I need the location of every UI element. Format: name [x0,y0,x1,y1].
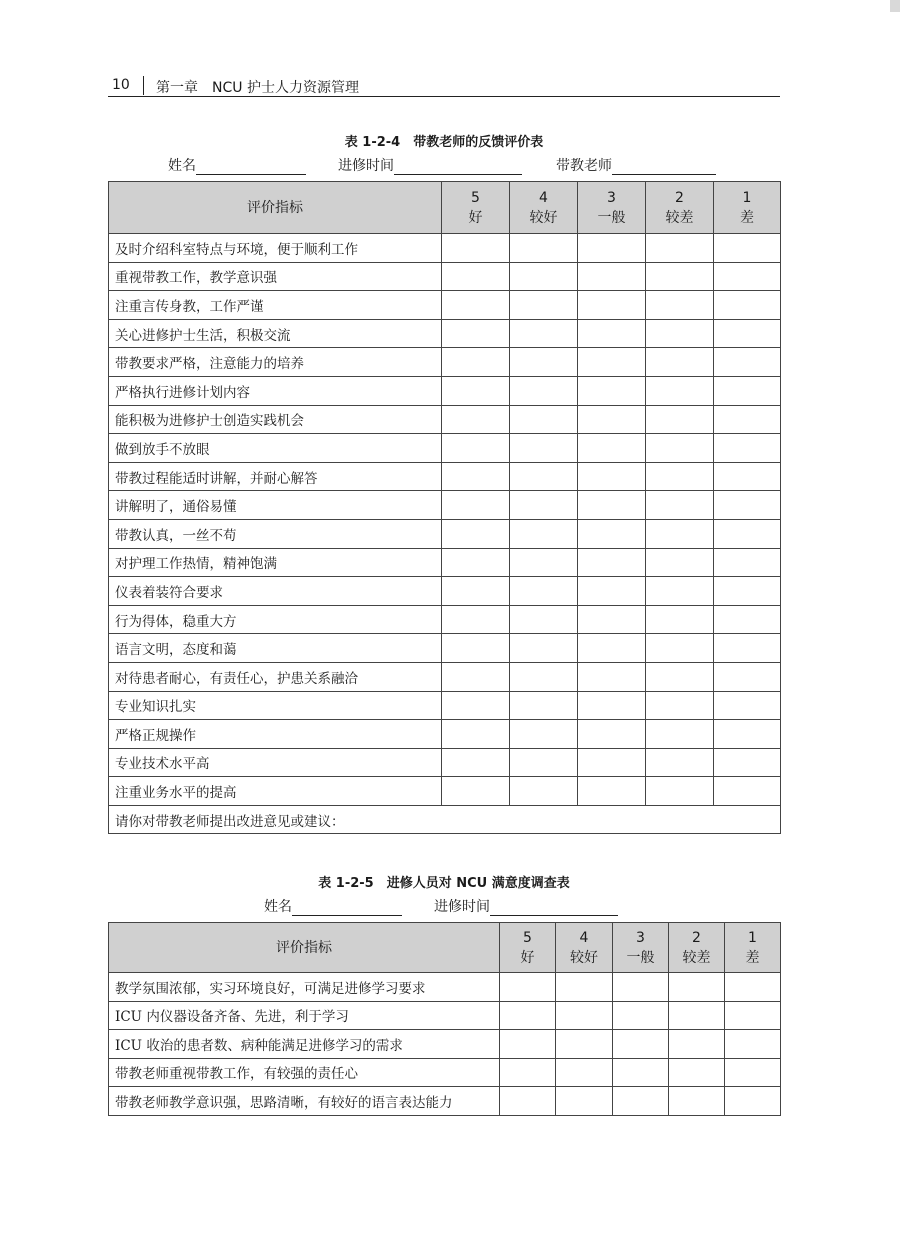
rating-cell[interactable] [714,348,781,377]
rating-cell[interactable] [669,1001,725,1030]
criterion-label: 教学氛围浓郁，实习环境良好，可满足进修学习要求 [109,973,500,1002]
rating-cell[interactable] [714,777,781,806]
table-row [109,548,781,577]
rating-cell[interactable] [510,319,578,348]
rating-cell[interactable] [714,491,781,520]
rating-cell[interactable] [646,634,714,663]
time-blank [394,159,522,175]
rating-cell[interactable] [442,519,510,548]
rating-cell[interactable] [442,434,510,463]
rating-cell[interactable] [442,605,510,634]
criterion-label: 语言文明，态度和蔼 [109,634,442,663]
rating-cell[interactable] [578,748,646,777]
rating-cell[interactable] [714,748,781,777]
criterion-label: 行为得体，稳重大方 [109,605,442,634]
rating-cell[interactable] [669,1058,725,1087]
time-blank [490,900,618,916]
rating-cell[interactable] [714,376,781,405]
rating-cell[interactable] [714,462,781,491]
criterion-label: 带教认真，一丝不苟 [109,519,442,548]
rating-cell[interactable] [646,491,714,520]
rating-cell[interactable] [510,720,578,749]
rating-cell[interactable] [578,348,646,377]
rating-cell[interactable] [510,262,578,291]
name-blank [292,900,402,916]
table-row [109,234,781,263]
rating-cell[interactable] [714,434,781,463]
scale-header: 2 较差 [646,182,714,234]
rating-cell[interactable] [646,462,714,491]
table1-caption: 表 1-2-4 带教老师的反馈评价表 [344,135,544,150]
scale-header: 5 好 [442,182,510,234]
rating-cell[interactable] [510,748,578,777]
table2-header-row [109,923,781,973]
rating-cell[interactable] [714,634,781,663]
rating-cell[interactable] [646,777,714,806]
criterion-label: 对护理工作热情，精神饱满 [109,548,442,577]
rating-cell[interactable] [442,634,510,663]
table-row [109,262,781,291]
rating-cell[interactable] [578,376,646,405]
table-row [109,519,781,548]
rating-cell[interactable] [510,405,578,434]
rating-cell[interactable] [510,491,578,520]
table-row [109,973,781,1002]
rating-cell[interactable] [442,491,510,520]
table-row [109,1001,781,1030]
rating-cell[interactable] [578,577,646,606]
rating-cell[interactable] [510,234,578,263]
rating-cell[interactable] [510,519,578,548]
criterion-label: 带教老师教学意识强，思路清晰，有较好的语言表达能力 [109,1087,500,1116]
table-row [109,405,781,434]
rating-cell[interactable] [669,973,725,1002]
table-row [109,720,781,749]
rating-cell[interactable] [725,1001,781,1030]
criterion-label: 仪表着装符合要求 [109,577,442,606]
criterion-label: 专业知识扎实 [109,691,442,720]
rating-cell[interactable] [725,973,781,1002]
suggestion-prompt[interactable]: 请你对带教老师提出改进意见或建议： [109,805,781,834]
rating-cell[interactable] [578,777,646,806]
criterion-label: 专业技术水平高 [109,748,442,777]
page-number: 10 [112,77,130,93]
rating-cell[interactable] [578,548,646,577]
criterion-label: 关心进修护士生活，积极交流 [109,319,442,348]
criterion-label: 讲解明了，通俗易懂 [109,491,442,520]
scale-header: 2 较差 [669,923,725,973]
rating-cell[interactable] [613,1058,669,1087]
table-row [109,1087,781,1116]
rating-cell[interactable] [500,1058,556,1087]
scale-header: 3 一般 [613,923,669,973]
name-label: 姓名 [168,158,196,174]
table-row [109,462,781,491]
rating-cell[interactable] [578,720,646,749]
rating-cell[interactable] [646,348,714,377]
rating-cell[interactable] [646,319,714,348]
corner-mark [890,0,900,12]
rating-cell[interactable] [442,548,510,577]
rating-cell[interactable] [714,605,781,634]
name-blank [196,159,306,175]
rating-cell[interactable] [646,548,714,577]
rating-cell[interactable] [510,348,578,377]
rating-cell[interactable] [442,748,510,777]
rating-cell[interactable] [510,691,578,720]
rating-cell[interactable] [510,548,578,577]
rating-cell[interactable] [646,405,714,434]
criterion-label: 严格执行进修计划内容 [109,376,442,405]
rating-cell[interactable] [442,720,510,749]
rating-cell[interactable] [613,973,669,1002]
rating-cell[interactable] [578,605,646,634]
rating-cell[interactable] [646,434,714,463]
rating-cell[interactable] [646,519,714,548]
rating-cell[interactable] [442,262,510,291]
rating-cell[interactable] [714,577,781,606]
rating-cell[interactable] [442,777,510,806]
rating-cell[interactable] [510,605,578,634]
scale-header: 4 较好 [556,923,613,973]
rating-cell[interactable] [669,1087,725,1116]
rating-cell[interactable] [714,548,781,577]
header-divider [143,76,144,95]
rating-cell[interactable] [714,720,781,749]
rating-cell[interactable] [442,319,510,348]
rating-cell[interactable] [442,691,510,720]
rating-cell[interactable] [646,577,714,606]
rating-cell[interactable] [510,291,578,320]
chapter-title: 第一章 NCU 护士人力资源管理 [156,80,359,96]
rating-cell[interactable] [578,691,646,720]
rating-cell[interactable] [578,234,646,263]
scale-header: 5 好 [500,923,556,973]
table-row [109,748,781,777]
rating-cell[interactable] [442,405,510,434]
criteria-header: 评价指标 [109,182,442,234]
rating-cell[interactable] [556,1058,613,1087]
rating-cell[interactable] [556,1087,613,1116]
table-row [109,434,781,463]
rating-cell[interactable] [714,319,781,348]
name-label: 姓名 [264,899,292,915]
rating-cell[interactable] [578,291,646,320]
rating-cell[interactable] [646,720,714,749]
rating-cell[interactable] [578,491,646,520]
rating-cell[interactable] [510,634,578,663]
criteria-header: 评价指标 [109,923,500,973]
table-row [109,348,781,377]
criterion-label: 及时介绍科室特点与环境，便于顺利工作 [109,234,442,263]
rating-cell[interactable] [578,405,646,434]
rating-cell[interactable] [578,662,646,691]
rating-cell[interactable] [442,662,510,691]
table-row [109,691,781,720]
rating-cell[interactable] [442,291,510,320]
rating-cell[interactable] [556,1001,613,1030]
criterion-label: 能积极为进修护士创造实践机会 [109,405,442,434]
criterion-label: 注重业务水平的提高 [109,777,442,806]
criterion-label: ICU 收治的患者数、病种能满足进修学习的需求 [109,1030,500,1059]
table-row [109,1030,781,1059]
rating-cell[interactable] [714,234,781,263]
rating-cell[interactable] [669,1030,725,1059]
rating-cell[interactable] [646,262,714,291]
rating-cell[interactable] [646,662,714,691]
rating-cell[interactable] [646,748,714,777]
rating-cell[interactable] [578,434,646,463]
rating-cell[interactable] [510,577,578,606]
rating-cell[interactable] [442,462,510,491]
rating-cell[interactable] [646,691,714,720]
table-row [109,1058,781,1087]
scale-header: 1 差 [714,182,781,234]
rating-cell[interactable] [510,777,578,806]
rating-cell[interactable] [500,973,556,1002]
rating-cell[interactable] [500,1001,556,1030]
criterion-label: 带教要求严格，注意能力的培养 [109,348,442,377]
rating-cell[interactable] [510,434,578,463]
criterion-label: 严格正规操作 [109,720,442,749]
rating-cell[interactable] [442,348,510,377]
scale-header: 1 差 [725,923,781,973]
table-row [109,634,781,663]
rating-cell[interactable] [714,291,781,320]
criterion-label: 带教老师重视带教工作，有较强的责任心 [109,1058,500,1087]
rating-cell[interactable] [725,1058,781,1087]
table1-header-row [109,182,781,234]
criterion-label: ICU 内仪器设备齐备、先进，利于学习 [109,1001,500,1030]
teacher-feedback-table [108,181,781,834]
rating-cell[interactable] [578,462,646,491]
teacher-blank [612,159,716,175]
table2-caption: 表 1-2-5 进修人员对 NCU 满意度调查表 [318,876,570,891]
rating-cell[interactable] [578,634,646,663]
rating-cell[interactable] [646,234,714,263]
table-row [109,376,781,405]
rating-cell[interactable] [578,519,646,548]
suggestion-row [109,805,781,834]
table-row [109,319,781,348]
running-header [108,76,780,97]
table-row [109,777,781,806]
criterion-label: 重视带教工作，教学意识强 [109,262,442,291]
rating-cell[interactable] [725,1087,781,1116]
rating-cell[interactable] [646,605,714,634]
ncu-satisfaction-table [108,922,781,1116]
criterion-label: 带教过程能适时讲解，并耐心解答 [109,462,442,491]
rating-cell[interactable] [714,519,781,548]
table-row [109,291,781,320]
rating-cell[interactable] [556,973,613,1002]
rating-cell[interactable] [510,376,578,405]
rating-cell[interactable] [725,1030,781,1059]
rating-cell[interactable] [442,577,510,606]
table-row [109,491,781,520]
rating-cell[interactable] [613,1001,669,1030]
rating-cell[interactable] [613,1030,669,1059]
table-row [109,577,781,606]
rating-cell[interactable] [646,376,714,405]
time-label: 进修时间 [434,899,490,915]
criterion-label: 做到放手不放眼 [109,434,442,463]
criterion-label: 注重言传身教，工作严谨 [109,291,442,320]
rating-cell[interactable] [556,1030,613,1059]
teacher-label: 带教老师 [556,158,612,174]
rating-cell[interactable] [442,376,510,405]
criterion-label: 对待患者耐心，有责任心，护患关系融洽 [109,662,442,691]
rating-cell[interactable] [613,1087,669,1116]
rating-cell[interactable] [442,234,510,263]
scale-header: 4 较好 [510,182,578,234]
table2-form-line [264,896,664,914]
rating-cell[interactable] [578,262,646,291]
rating-cell[interactable] [714,405,781,434]
rating-cell[interactable] [500,1087,556,1116]
table-row [109,605,781,634]
rating-cell[interactable] [714,262,781,291]
rating-cell[interactable] [510,662,578,691]
rating-cell[interactable] [646,291,714,320]
table1-form-line [168,155,728,173]
rating-cell[interactable] [500,1030,556,1059]
scale-header: 3 一般 [578,182,646,234]
rating-cell[interactable] [578,319,646,348]
rating-cell[interactable] [510,462,578,491]
table-row [109,662,781,691]
rating-cell[interactable] [714,691,781,720]
time-label: 进修时间 [338,158,394,174]
rating-cell[interactable] [714,662,781,691]
